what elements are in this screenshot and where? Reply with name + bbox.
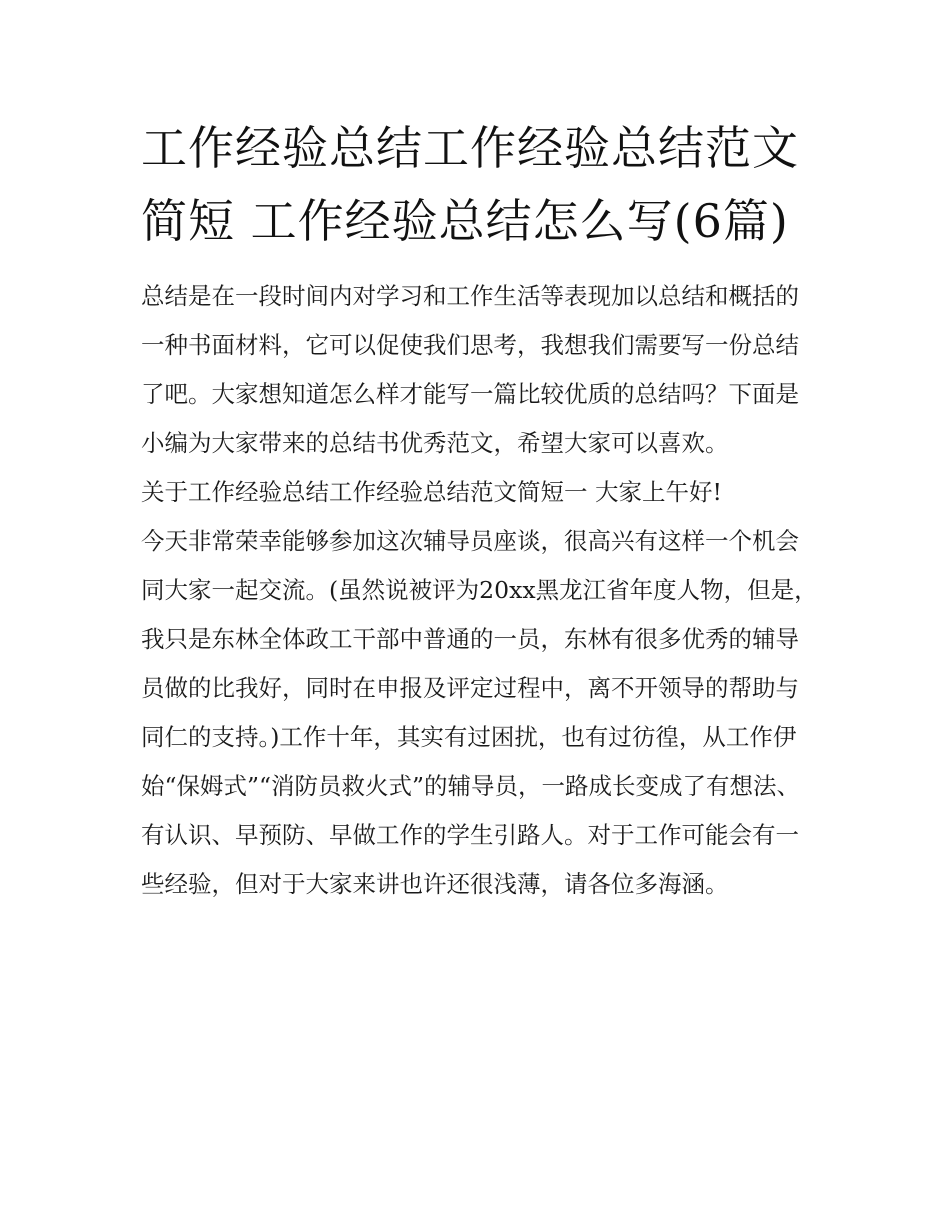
body-paragraph: 今天非常荣幸能够参加这次辅导员座谈，很高兴有这样一个机会同大家一起交流。(虽然说被评为20xx黑龙江省年度人物，但是，我只是东林全体政工干部中普通的一员，东林有很多优秀的辅导员做的比我好，同时在申报及评定过程中，离不开领导的帮助与同仁的支持。)工作十年，其实有过困扰，也有过彷徨，从工作伊始“保姆式”“消防员救火式”的辅导员，一路成长变成了有想法、有认识、早预防、早做工作的学生引路人。对于工作可能会有一些经验，但对于大家来讲也许还很浅薄，请各位多海涵。 xyxy=(141,527,818,898)
intro-paragraph: 总结是在一段时间内对学习和工作生活等表现加以总结和概括的一种书面材料，它可以促使我们思考，我想我们需要写一份总结了吧。大家想知道怎么样才能写一篇比较优质的总结吗？下面是小编为大家带来的总结书优秀范文，希望大家可以喜欢。 xyxy=(141,282,799,457)
section-heading-paragraph: 关于工作经验总结工作经验总结范文简短一 大家上午好! xyxy=(141,478,722,506)
document-body xyxy=(141,272,821,909)
document-content xyxy=(141,112,821,909)
document-title: 工作经验总结工作经验总结范文简短 工作经验总结怎么写(6篇) xyxy=(141,121,799,248)
